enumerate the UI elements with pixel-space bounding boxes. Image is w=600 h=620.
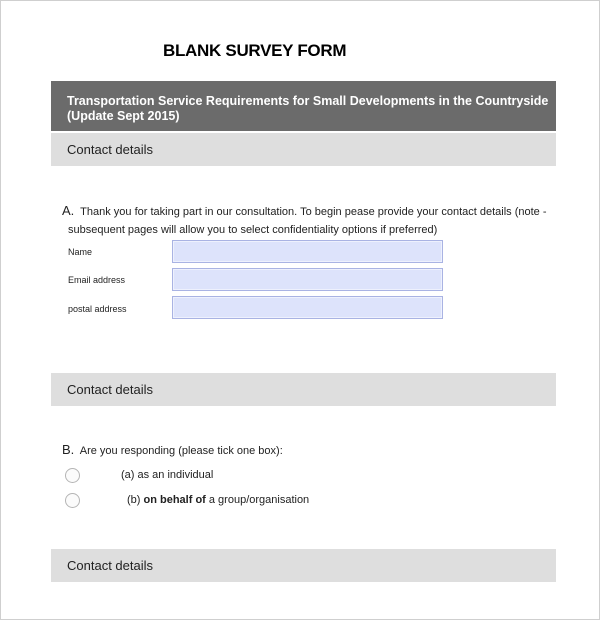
document-title: BLANK SURVEY FORM [163,41,347,60]
group-organisation-radio[interactable] [65,493,80,508]
question-a-line1 [62,203,547,220]
postal-address-input[interactable] [172,296,443,319]
form-header-banner [51,81,556,131]
question-a-letter: A. [62,203,75,218]
question-a [62,203,547,238]
question-a-text: Thank you for taking part in our consultation. To begin pease provide your contact details (note - [80,206,547,218]
name-label: Name [68,247,93,257]
email-input[interactable] [172,268,443,291]
section-bar-contact-details-1: Contact details [51,133,556,166]
section-bar-contact-details-3: Contact details [51,549,556,582]
option-b-prefix: (b) [127,494,144,506]
postal-address-label: postal address [68,304,127,314]
email-label: Email address [68,275,126,285]
group-organisation-option-label [127,494,309,506]
question-b-letter: B. [62,442,75,457]
individual-radio[interactable] [65,468,80,483]
question-a-line2: subsequent pages will allow you to select confidentiality options if preferred) [68,224,438,236]
option-b-bold-text: on behalf of [143,494,206,506]
question-b [62,442,283,459]
option-b-suffix: a group/organisation [205,494,310,506]
banner-subtitle: (Update Sept 2015) [67,109,180,123]
name-input[interactable] [172,240,443,263]
section-bar-contact-details-2: Contact details [51,373,556,406]
individual-option-label: (a) as an individual [121,469,214,481]
question-b-text: Are you responding (please tick one box): [79,445,283,457]
banner-title: Transportation Service Requirements for Small Developments in the Countryside [67,94,549,108]
